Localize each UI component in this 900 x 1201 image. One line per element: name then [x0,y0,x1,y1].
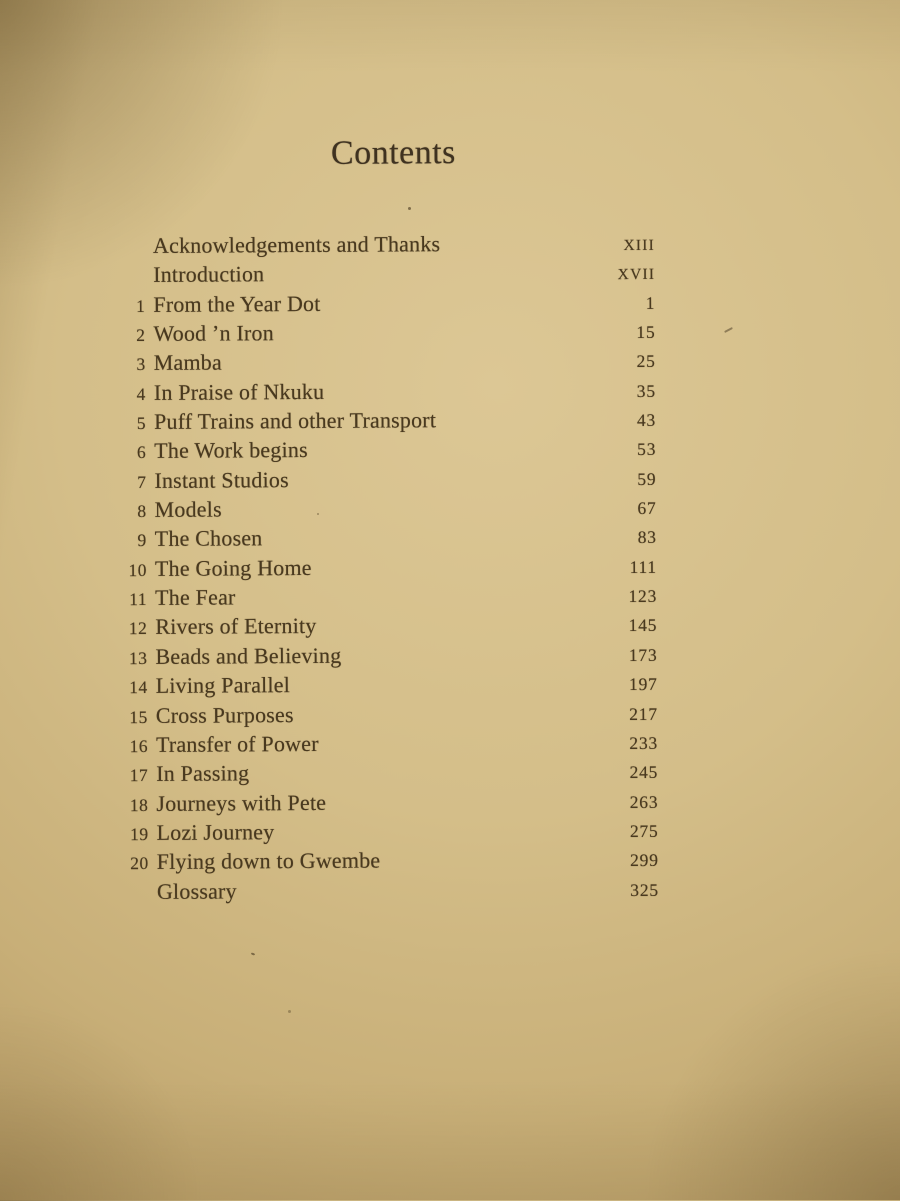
chapter-number: 13 [120,648,147,669]
chapter-number: 18 [121,794,148,815]
page-number: 83 [638,527,657,548]
toc-row [120,553,657,586]
paper-speck [408,207,411,210]
page-number: 67 [637,498,656,519]
page-number: 145 [629,615,658,636]
chapter-number: 17 [121,765,148,786]
page-number: 233 [629,733,658,754]
chapter-title: Beads and Believing [147,641,628,670]
chapter-title: Flying down to Gwembe [149,846,630,875]
chapter-number: 4 [119,384,146,405]
chapter-title: Glossary [149,876,630,905]
toc-row [118,318,655,351]
chapter-number: 14 [121,677,148,698]
chapter-title: Instant Studios [146,465,637,494]
page-number: 53 [637,439,656,460]
page-title: Contents [0,132,788,175]
chapter-number: 6 [119,442,146,463]
chapter-title: In Passing [148,758,629,787]
chapter-number: 10 [120,560,147,581]
toc-row [119,435,656,468]
page-number: 245 [629,762,658,783]
page-number: 25 [637,351,656,372]
chapter-number: 9 [120,530,147,551]
chapter-title: Lozi Journey [148,817,629,846]
chapter-title: Cross Purposes [148,700,629,729]
page-number: 1 [646,293,656,314]
chapter-title: Acknowledgements and Thanks [145,230,624,259]
page-number: 43 [637,410,656,431]
toc-row [121,699,658,732]
chapter-number: 5 [119,413,146,434]
chapter-title: Models [147,494,638,523]
toc-row [121,787,658,820]
toc-row [118,259,655,292]
chapter-title: Transfer of Power [148,729,629,758]
chapter-number: 15 [121,706,148,727]
toc-row [119,406,656,439]
chapter-number: 1 [118,296,145,317]
chapter-title: Introduction [145,259,618,288]
page-number: 217 [629,703,658,724]
chapter-title: Rivers of Eternity [147,611,628,640]
toc-list [118,230,659,908]
chapter-title: The Work begins [146,435,637,464]
chapter-number: 12 [120,618,147,639]
chapter-title: Journeys with Pete [148,788,629,817]
page-number: XIII [623,237,655,255]
toc-row [119,347,656,380]
toc-row [120,523,657,556]
chapter-number: 19 [122,824,149,845]
toc-row [118,289,655,322]
paper-speck [288,1010,291,1013]
chapter-title: The Chosen [147,523,638,552]
chapter-title: From the Year Dot [145,289,646,318]
toc-row [119,465,656,498]
page-number: XVII [618,266,656,284]
chapter-number: 20 [122,853,149,874]
toc-row [121,729,658,762]
chapter-title: In Praise of Nkuku [146,377,637,406]
chapter-number: 7 [119,472,146,493]
toc-row [120,611,657,644]
chapter-number: 8 [120,501,147,522]
page-number: 275 [630,821,659,842]
chapter-number: 2 [118,325,145,346]
toc-row [120,494,657,527]
chapter-title: Mamba [146,347,637,376]
page-number: 111 [630,557,657,578]
toc-row [122,875,659,908]
chapter-title: The Going Home [147,553,630,582]
chapter-number: 3 [119,354,146,375]
chapter-title: The Fear [147,582,628,611]
chapter-title: Puff Trains and other Transport [146,406,637,435]
page-number: 173 [629,645,658,666]
toc-row [122,846,659,879]
chapter-number: 11 [120,589,147,610]
chapter-number: 16 [121,736,148,757]
page-number: 325 [630,879,659,900]
page-number: 59 [637,469,656,490]
paper-speck [317,513,319,515]
page-number: 35 [637,381,656,402]
chapter-title: Living Parallel [148,670,629,699]
toc-row [118,230,655,263]
page-number: 299 [630,850,659,871]
toc-row [121,670,658,703]
chapter-title: Wood ’n Iron [145,318,636,347]
toc-row [121,817,658,850]
page-number: 123 [628,586,657,607]
page-number: 197 [629,674,658,695]
page-number: 15 [636,322,655,343]
toc-row [121,758,658,791]
page-number: 263 [630,791,659,812]
toc-row [120,641,657,674]
toc-row [119,377,656,410]
toc-row [120,582,657,615]
